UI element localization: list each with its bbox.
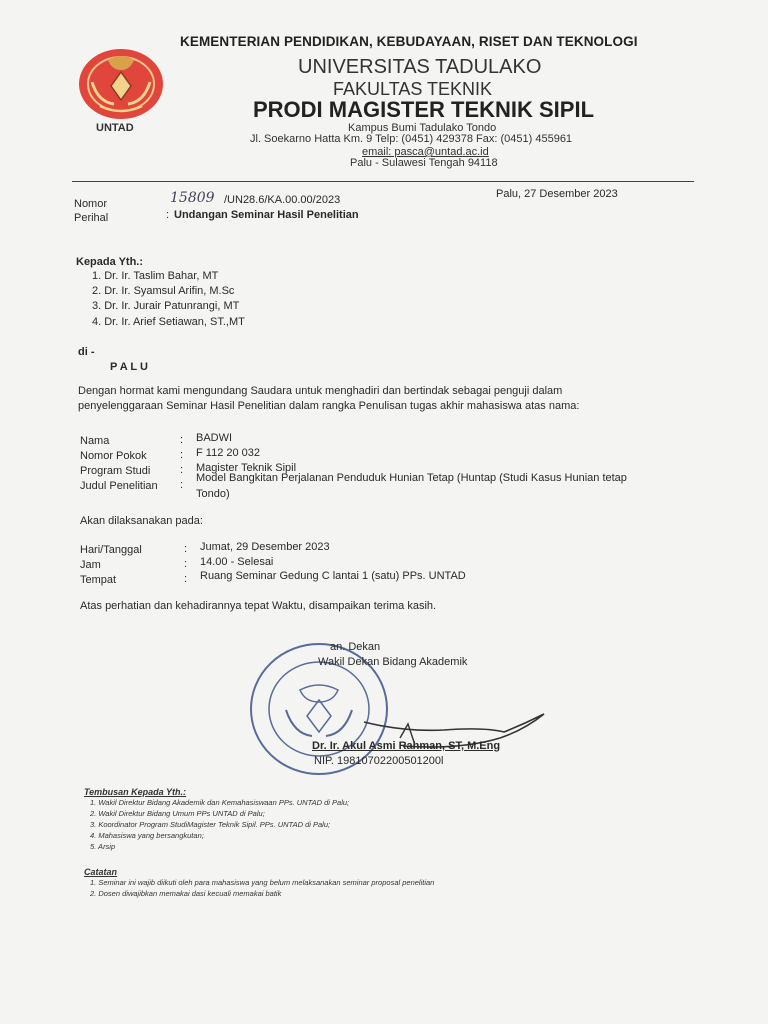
catatan-item: 1. Seminar ini wajib diikuti oleh para mahasiswa yang belum melaksanakan seminar proposal penelitian (90, 878, 435, 887)
recipient-item: 2. Dr. Ir. Syamsul Arifin, M.Sc (92, 285, 235, 297)
city-line: Palu - Sulawesi Tengah 94118 (350, 157, 498, 169)
di-label: di - (78, 346, 95, 358)
student-value: BADWI (196, 432, 233, 444)
nomor-handwritten: 15809 (170, 190, 215, 206)
schedule-intro: Akan dilaksanakan pada: (80, 515, 203, 527)
schedule-label: Jam (80, 559, 101, 571)
catatan-item: 2. Dosen diwajibkan memakai dasi kecuali memakai batik (90, 889, 282, 898)
university-title: UNIVERSITAS TADULAKO (298, 56, 542, 78)
recipient-item: 4. Dr. Ir. Arief Setiawan, ST.,MT (92, 316, 245, 328)
nomor-label: Nomor (74, 198, 108, 210)
perihal-value: Undangan Seminar Hasil Penelitian (174, 209, 359, 221)
tembusan-item: 2. Wakil Direktur Bidang Umum PPs UNTAD di Palu; (90, 809, 265, 818)
student-label: Nama (80, 435, 110, 447)
student-value: F 112 20 032 (196, 447, 261, 459)
tembusan-item: 4. Mahasiswa yang bersangkutan; (90, 831, 204, 840)
student-label: Program Studi (80, 465, 151, 477)
closing-text: Atas perhatian dan kehadirannya tepat Waktu, disampaikan terima kasih. (80, 600, 437, 612)
faculty-title: FAKULTAS TEKNIK (333, 79, 493, 99)
student-value: Magister Teknik Sipil (196, 462, 297, 474)
catatan-heading: Catatan (84, 867, 118, 877)
intro-line-2: penyelenggaraan Seminar Hasil Penelitian dalam rangka Penulisan tugas akhir mahasiswa atas nama: (78, 400, 580, 412)
program-title: PRODI MAGISTER TEKNIK SIPIL (253, 97, 595, 122)
schedule-value: Ruang Seminar Gedung C lantai 1 (satu) PPs. UNTAD (200, 570, 466, 582)
intro-line-1: Dengan hormat kami mengundang Saudara untuk menghadiri dan bertindak sebagai penguji dalam (78, 385, 563, 397)
ministry-title: KEMENTERIAN PENDIDIKAN, KEBUDAYAAN, RISET DAN TEKNOLOGI (180, 34, 638, 49)
nomor-value: /UN28.6/KA.00.00/2023 (224, 194, 341, 206)
student-label: Nomor Pokok (80, 450, 147, 462)
email-link[interactable]: email: pasca@untad.ac.id (362, 146, 489, 158)
tembusan-heading: Tembusan Kepada Yth.: (84, 787, 187, 797)
on-behalf: an. Dekan (330, 641, 381, 653)
schedule-value: 14.00 - Selesai (200, 556, 274, 568)
student-label: Judul Penelitian (80, 480, 158, 492)
recipient-item: 1. Dr. Ir. Taslim Bahar, MT (92, 270, 219, 282)
tembusan-item: 3. Koordinator Program StudiMagister Teknik Sipil. PPs. UNTAD di Palu; (90, 820, 331, 829)
tembusan-item: 5. Arsip (90, 842, 116, 851)
untad-logo (78, 48, 164, 120)
logo-label: UNTAD (96, 122, 134, 134)
signer-position: Wakil Dekan Bidang Akademik (318, 656, 468, 668)
judul-continuation: Tondo) (196, 488, 230, 500)
campus-line: Kampus Bumi Tadulako Tondo (348, 122, 497, 134)
tembusan-item: 1. Wakil Direktur Bidang Akademik dan Kemahasiswaan PPs. UNTAD di Palu; (90, 798, 350, 807)
schedule-label: Hari/Tanggal (80, 544, 142, 556)
header-divider (72, 181, 694, 182)
schedule-label: Tempat (80, 574, 117, 586)
recipient-item: 3. Dr. Ir. Jurair Patunrangi, MT (92, 300, 240, 312)
schedule-value: Jumat, 29 Desember 2023 (200, 541, 330, 553)
perihal-label: Perihal (74, 212, 109, 224)
address-line: Jl. Soekarno Hatta Km. 9 Telp: (0451) 429378 Fax: (0451) 455961 (250, 133, 573, 145)
signer-name: Dr. Ir. Akul Asmi Rahman, ST, M.Eng (312, 740, 501, 752)
place-label: P A L U (110, 361, 148, 373)
signer-nip: NIP. 19810702200501200l (314, 755, 444, 767)
recipients-heading: Kepada Yth.: (76, 256, 144, 268)
letter-date: Palu, 27 Desember 2023 (496, 188, 618, 200)
student-value: Model Bangkitan Perjalanan Penduduk Hunian Tetap (Huntap (Studi Kasus Hunian tetap (196, 472, 627, 484)
